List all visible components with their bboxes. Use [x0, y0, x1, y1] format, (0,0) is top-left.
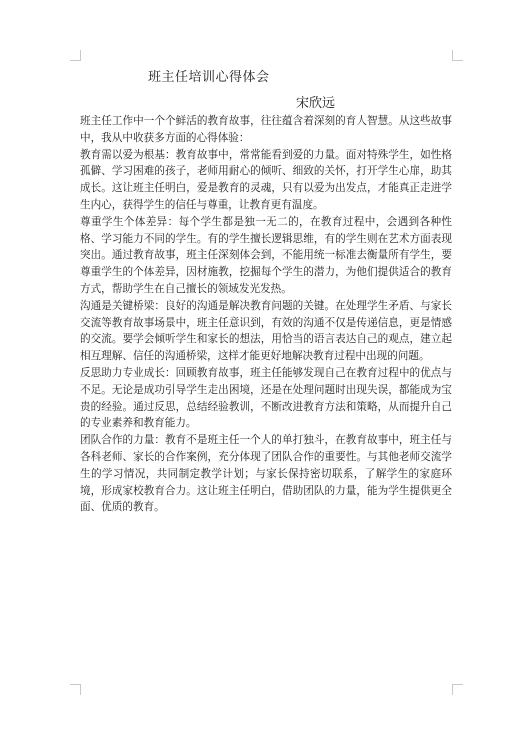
paragraph-differences: 尊重学生个体差异：每个学生都是独一无二的，在教育过程中，会遇到各种性格、学习能力不同的学生。有的学生擅长逻辑思维，有的学生则在艺术方面表现突出。通过教育故事，班主任深刻体会到，不能用统一标准去衡量所有学生，要尊重学生的个体差异，因材施教，挖掘每个学生的潜力，为他们提供适合的教育方式，帮助学生在自己擅长的领域发光发热。	[80, 215, 452, 295]
document-title: 班主任培训心得体会	[148, 70, 270, 85]
document-body	[80, 113, 452, 516]
page-corner-mark-bottom-right	[452, 684, 463, 695]
document-author: 宋欣远	[296, 96, 336, 111]
paragraph-intro: 班主任工作中一个个鲜活的教育故事，往往蕴含着深刻的育人智慧。从这些故事中，我从中收获多方面的心得体验：	[80, 115, 452, 144]
paragraph-love: 教育需以爱为根基：教育故事中，常常能看到爱的力量。面对特殊学生，如性格孤僻、学习困难的孩子，老师用耐心的倾听、细致的关怀，打开学生心扉，助其成长。这让班主任明白，爱是教育的灵魂，只有以爱为出发点，才能真正走进学生内心，获得学生的信任与尊重，让教育更有温度。	[80, 148, 452, 211]
paragraph-teamwork: 团队合作的力量：教育不是班主任一个人的单打独斗，在教育故事中，班主任与各科老师、家长的合作案例，充分体现了团队合作的重要性。与其他老师交流学生的学习情况，共同制定教学计划；与家长保持密切联系，了解学生的家庭环境，形成家校教育合力。这让班主任明白，借助团队的力量，能为学生提供更全面、优质的教育。	[80, 434, 452, 514]
page-corner-mark-top-right	[452, 50, 463, 61]
page-corner-mark-top-left	[70, 50, 81, 61]
paragraph-communication: 沟通是关键桥梁：良好的沟通是解决教育问题的关键。在处理学生矛盾、与家长交流等教育故事场景中，班主任意识到，有效的沟通不仅是传递信息，更是情感的交流。要学会倾听学生和家长的想法，用恰当的语言表达自己的观点，建立起相互理解、信任的沟通桥梁，这样才能更好地解决教育过程中出现的问题。	[80, 299, 452, 363]
paragraph-reflection: 反思助力专业成长：回顾教育故事，班主任能够发现自己在教育过程中的优点与不足。无论是成功引导学生走出困境，还是在处理问题时出现失误，都能成为宝贵的经验。通过反思，总结经验教训，不断改进教育方法和策略，从而提升自己的专业素养和教育能力。	[80, 366, 452, 430]
page-corner-mark-bottom-left	[70, 684, 81, 695]
